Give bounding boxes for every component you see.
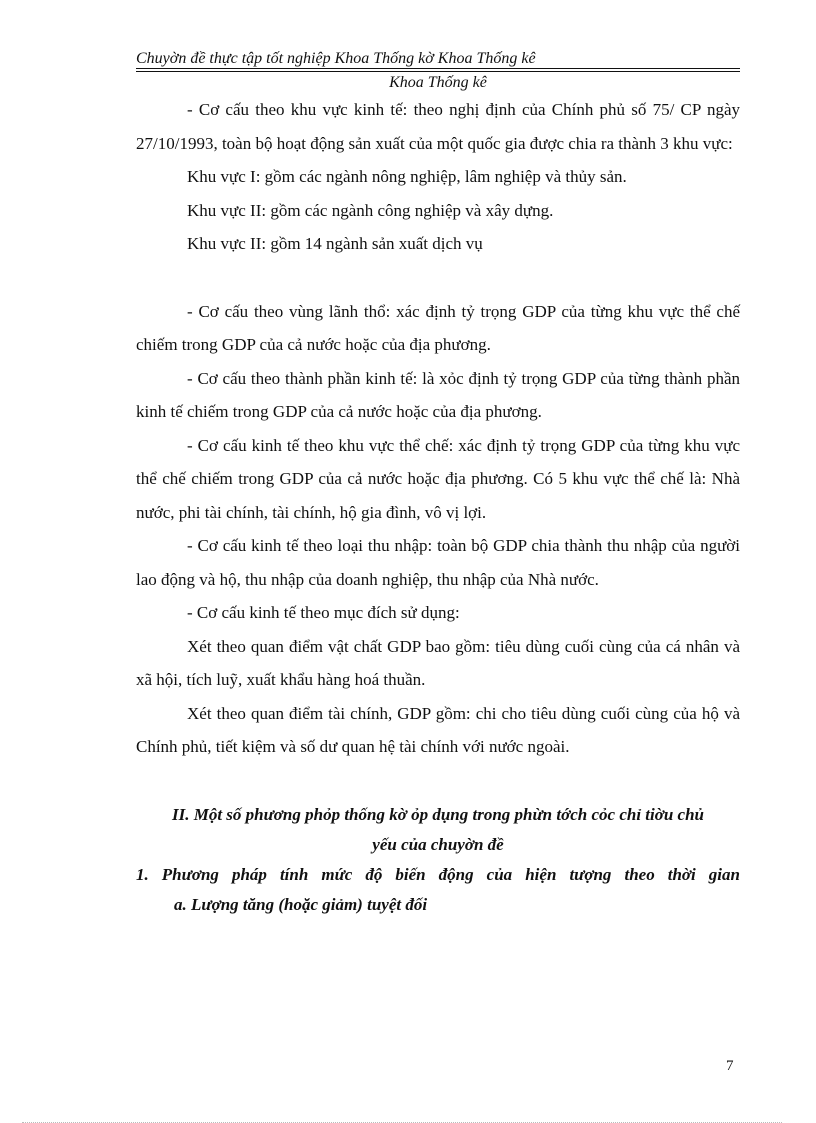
paragraph-ownership: - Cơ cấu theo thành phần kinh tế: là xỏc định tỷ trọng GDP của từng thành phần kinh tế chiếm trong GDP của cả nước hoặc của địa phương. <box>136 368 740 421</box>
paragraph-economic-sector: - Cơ cấu theo khu vực kinh tế: theo nghị định của Chính phủ số 75/ CP ngày 27/10/1993, toàn bộ hoạt động sản xuất của một quốc gia được chia ra thành 3 khu vực: <box>136 100 740 153</box>
paragraph-income: - Cơ cấu kinh tế theo loại thu nhập: toàn bộ GDP chia thành thu nhập của người lao động và hộ, thu nhập của doanh nghiệp, thu nhập của Nhà nước. <box>136 536 740 589</box>
paragraph-sector-2: Khu vực II: gồm các ngành công nghiệp và xây dựng. <box>187 200 554 220</box>
section-heading: II. Một số phương phỏp thống kờ ỏp dụng trong phừn tớch cỏc chỉ tiờu chủ <box>171 804 705 824</box>
paragraph-financial-view: Xét theo quan điểm tài chính, GDP gồm: chi cho tiêu dùng cuối cùng của hộ và Chính phủ, tiết kiệm và số dư quan hệ tài chính với nước ngoài. <box>136 703 740 756</box>
paragraph-usage: - Cơ cấu kinh tế theo mục đích sử dụng: <box>187 603 460 622</box>
blank-line <box>136 261 740 295</box>
header-rule-double <box>136 71 740 72</box>
paragraph-sector-3: Khu vực II: gồm 14 ngành sản xuất dịch vụ <box>187 234 483 253</box>
subsection-heading: 1. Phương pháp tính mức độ biến động của hiện tượng theo thời gian <box>136 864 740 884</box>
paragraph-material-view: Xét theo quan điểm vật chất GDP bao gồm: tiêu dùng cuối cùng của cá nhân và xã hội, tích luỹ, xuất khẩu hàng hoá thuần. <box>136 636 740 689</box>
subsubsection-heading: a. Lượng tăng (hoặc giảm) tuyệt đối <box>174 894 428 914</box>
paragraph-territory: - Cơ cấu theo vùng lãnh thổ: xác định tỷ trọng GDP của từng khu vực thể chế chiếm trong GDP của cả nước hoặc của địa phương. <box>136 301 740 354</box>
running-header: Chuyờn đề thực tập tốt nghiệp Khoa Thống kờ Khoa Thống kê <box>136 50 536 67</box>
paragraph-sector-1: Khu vực I: gồm các ngành nông nghiệp, lâm nghiệp và thủy sản. <box>187 167 627 186</box>
paragraph-institutional: - Cơ cấu kinh tế theo khu vực thể chế: xác định tỷ trọng GDP của từng khu vực thể chế chiếm trong GDP của cả nước hoặc địa phương. Có 5 khu vực thể chế là: Nhà nước, phi tài chính, tài chính, hộ gia đình, vô vị lợi. <box>136 435 740 522</box>
running-subheader: Khoa Thống kê <box>389 74 487 91</box>
page-number: 7 <box>726 1058 734 1074</box>
blank-line <box>136 764 740 800</box>
header-rule <box>136 68 740 69</box>
section-heading-continued: yếu của chuyờn đề <box>372 834 504 854</box>
page-body <box>136 93 740 920</box>
